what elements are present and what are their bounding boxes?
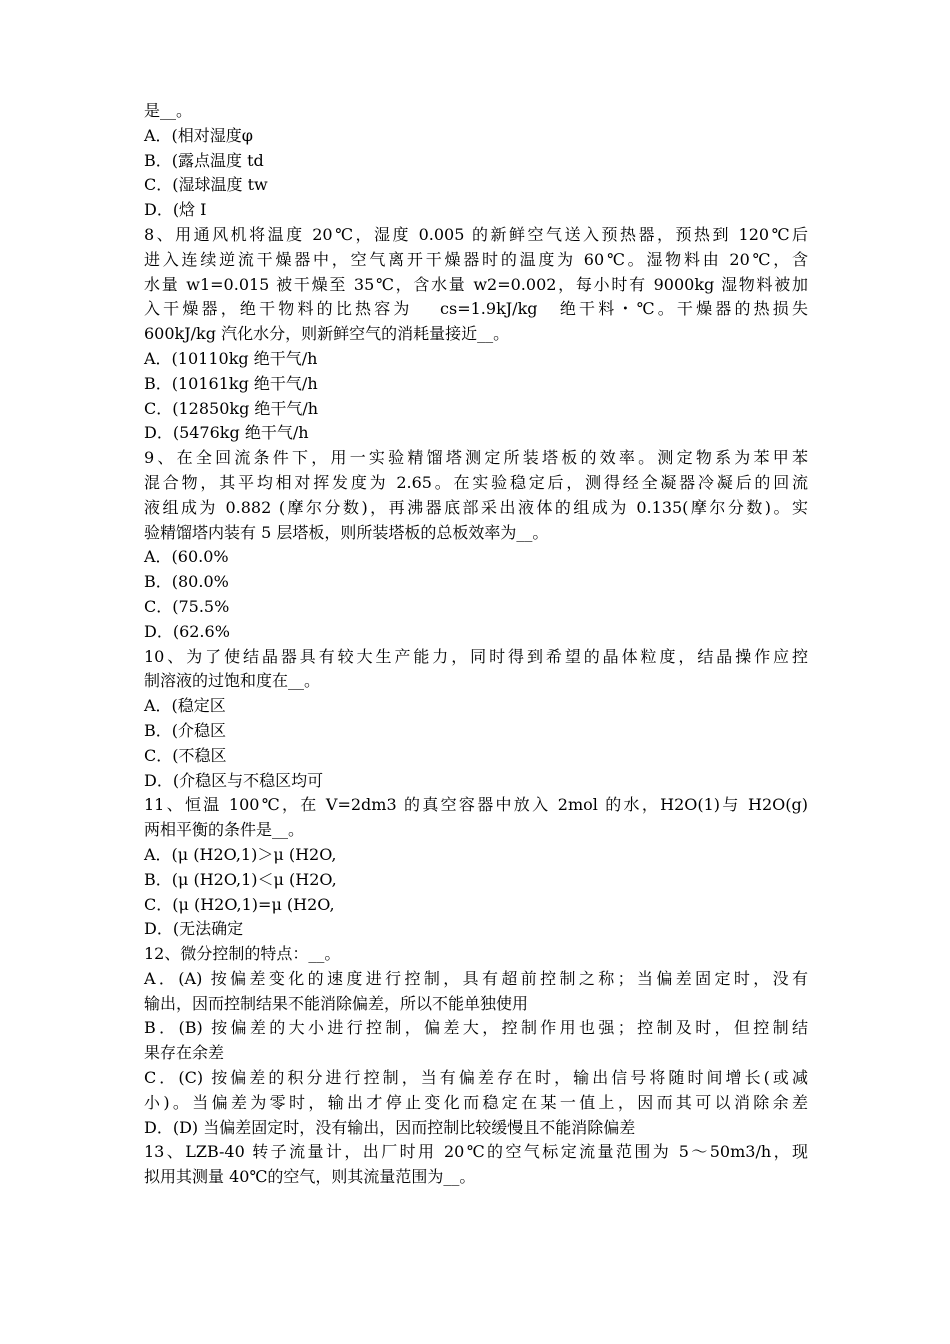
document-page (144, 99, 808, 1190)
question-9-line: 液组成为 0.882 (摩尔分数)，再沸器底部采出液体的组成为 0.135(摩尔分数)。实 (144, 497, 808, 517)
option-line: D．(介稳区与不稳区均可 (144, 770, 324, 790)
option-line: C．(12850kg 绝干气/h (144, 398, 319, 418)
option-line: D．(焓 I (144, 200, 207, 220)
text-line: 是__。 (144, 101, 193, 120)
question-13-line: 13、LZB-40 转子流量计，出厂时用 20℃的空气标定流量范围为 5～50m3/h，现 (144, 1142, 808, 1162)
option-line: B．(B) 按偏差的大小进行控制，偏差大，控制作用也强；控制及时，但控制结 (144, 1018, 808, 1038)
option-line: A．(A) 按偏差变化的速度进行控制，具有超前控制之称；当偏差固定时，没有 (144, 968, 808, 988)
question-10-line: 10、为了使结晶器具有较大生产能力，同时得到希望的晶体粒度，结晶操作应控 (144, 646, 808, 666)
option-line: A．(60.0% (144, 547, 229, 567)
option-line: D．(62.6% (144, 621, 230, 641)
option-line: B．(10161kg 绝干气/h (144, 373, 318, 393)
option-line: B．(μ (H2O,1)＜μ (H2O, (144, 869, 337, 889)
question-9-line: 验精馏塔内装有 5 层塔板，则所装塔板的总板效率为__。 (144, 522, 549, 542)
option-line: D．(D) 当偏差固定时，没有输出，因而控制比较缓慢且不能消除偏差 (144, 1117, 636, 1137)
option-line: D．(5476kg 绝干气/h (144, 423, 309, 443)
question-8-line: 8、用通风机将温度 20℃，湿度 0.005 的新鲜空气送入预热器，预热到 120℃后 (144, 224, 808, 244)
option-line: A．(μ (H2O,1)＞μ (H2O, (144, 844, 337, 864)
option-line: A．(相对湿度φ (144, 125, 254, 145)
option-line: C．(75.5% (144, 596, 230, 616)
question-9-line: 9、在全回流条件下，用一实验精馏塔测定所装塔板的效率。测定物系为苯甲苯 (144, 448, 808, 468)
option-line: C．(不稳区 (144, 745, 227, 765)
option-line: B．(介稳区 (144, 720, 227, 740)
question-10-line: 制溶液的过饱和度在__。 (144, 671, 321, 691)
question-11-line: 两相平衡的条件是__。 (144, 820, 305, 840)
question-9-line: 混合物，其平均相对挥发度为 2.65。在实验稳定后，测得经全凝器冷凝后的回流 (144, 472, 808, 492)
option-line: 小)。当偏差为零时，输出才停止变化而稳定在某一值上，因而其可以消除余差 (144, 1092, 808, 1112)
question-11-line: 11、恒温 100℃，在 V=2dm3 的真空容器中放入 2mol 的水，H2O(1)与 H2O(g) (144, 795, 808, 815)
option-line: 输出，因而控制结果不能消除偏差，所以不能单独使用 (144, 993, 529, 1013)
option-line: B．(80.0% (144, 572, 229, 592)
option-line: A．(10110kg 绝干气/h (144, 348, 318, 368)
option-line: A．(稳定区 (144, 696, 226, 716)
option-line: C．(湿球温度 tw (144, 175, 268, 195)
option-line: B．(露点温度 td (144, 150, 264, 170)
question-13-line: 拟用其测量 40℃的空气，则其流量范围为__。 (144, 1167, 476, 1187)
question-8-line: 水量 w1=0.015 被干燥至 35℃，含水量 w2=0.002，每小时有 9000kg 湿物料被加 (144, 274, 808, 294)
question-8-line: 600kJ/kg 汽化水分，则新鲜空气的消耗量接近__。 (144, 324, 510, 344)
question-8-line: 进入连续逆流干燥器中，空气离开干燥器时的温度为 60℃。湿物料由 20℃，含 (144, 249, 808, 269)
option-line: 果存在余差 (144, 1043, 225, 1063)
question-8-line: 入干燥器，绝干物料的比热容为 cs=1.9kJ/kg 绝干料・℃。干燥器的热损失 (144, 299, 808, 319)
question-12-line: 12、微分控制的特点：__。 (144, 944, 341, 964)
option-line: D．(无法确定 (144, 919, 244, 939)
option-line: C．(μ (H2O,1)=μ (H2O, (144, 894, 335, 914)
option-line: C．(C) 按偏差的积分进行控制，当有偏差存在时，输出信号将随时间增长(或减 (144, 1068, 808, 1088)
